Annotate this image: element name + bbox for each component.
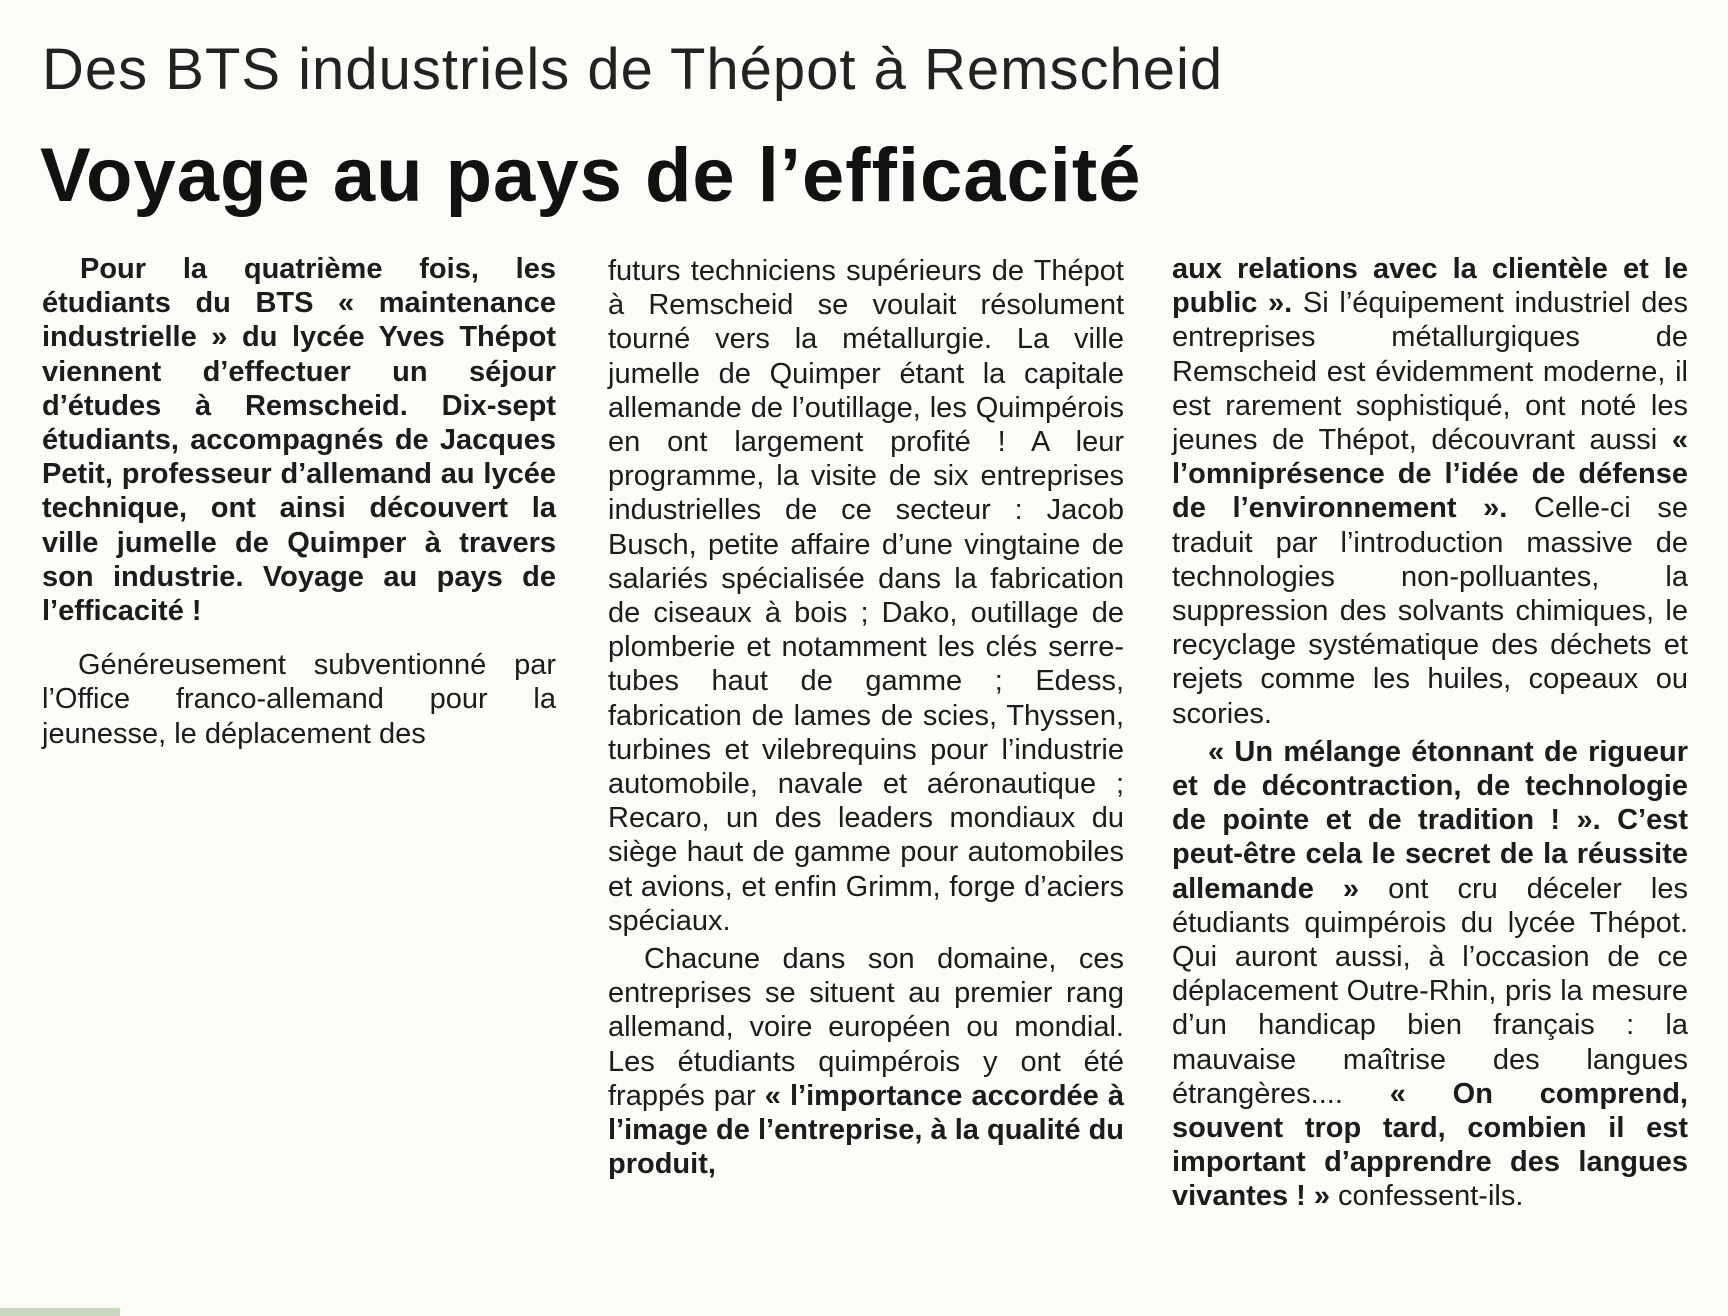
body-paragraph: [608, 942, 1124, 1181]
quote-text: aux relations avec la clientèle et le public ».: [1172, 253, 1688, 320]
body-text: confessent-ils.: [1329, 1180, 1524, 1213]
quote-text: « l’omniprésence de l’idée de défense de l’environnement ».: [1172, 424, 1688, 525]
article-column-3: [1172, 252, 1688, 1214]
scan-smudge: [0, 1308, 120, 1316]
article-kicker: Des BTS industriels de Thépot à Remscheid: [42, 37, 1224, 102]
body-text: Chacune dans son domaine, ces entreprises se situent au premier rang allemand, voire européen ou mondial. Les étudiants quimpérois y ont été frappés par: [608, 943, 1124, 1112]
body-paragraph: Généreusement subventionné par l’Office franco-allemand pour la jeunesse, le déplacement des: [42, 649, 556, 750]
article-headline: Voyage au pays de l’efficacité: [40, 133, 1142, 218]
article-column-1: [42, 252, 556, 751]
body-text: Celle-ci se traduit par l’introduction massive de technologies non-polluantes, la suppression des solvants chimiques, le recyclage systématique des déchets et rejets comme les huiles, copeaux ou scories.: [1172, 492, 1688, 730]
body-text: Si l’équipement industriel des entreprises métallurgiques de Remscheid est évidemment moderne, il est rarement sophistiqué, ont noté les jeunes de Thépot, découvrant aussi: [1172, 287, 1688, 457]
body-paragraph: [1172, 252, 1688, 731]
lead-paragraph: Pour la quatrième fois, les étudiants du BTS « maintenance industrielle » du lycée Yves Thépot viennent d’effectuer un séjour d’études à Remscheid. Dix-sept étudiants, accompagnés de Jacques Petit, professeur d’allemand au lycée technique, ont ainsi découvert la ville jumelle de Quimper à travers son industrie. Voyage au pays de l’efficacité !: [42, 253, 556, 628]
body-paragraph: futurs techniciens supérieurs de Thépot à Remscheid se voulait résolument tourné vers la métallurgie. La ville jumelle de Quimper étant la capitale allemande de l’outillage, les Quimpérois en ont largement profité ! A leur programme, la visite de six entreprises industrielles de ce secteur : Jacob Busch, petite affaire d’une vingtaine de salariés spécialisée dans la fabrication de ciseaux à bois ; Dako, outillage de plomberie et notamment les clés serre-tubes haut de gamme ; Edess, fabrication de lames de scies, Thyssen, turbines et vilebrequins pour l’industrie automobile, navale et aéronautique ; Recaro, un des leaders mondiaux du siège haut de gamme pour automobiles et avions, et enfin Grimm, forge d’aciers spéciaux.: [608, 255, 1124, 937]
body-text: ont cru déceler les étudiants quimpérois du lycée Thépot. Qui auront aussi, à l’occasion de ce déplacement Outre-Rhin, pris la mesure d’un handicap bien français : la mauvaise maîtrise des langues étrangères....: [1172, 872, 1689, 1110]
article-column-2: [608, 254, 1124, 1181]
quote-text: « l’importance accordée à l’image de l’entreprise, à la qualité du produit,: [608, 1079, 1124, 1181]
body-paragraph: [1172, 735, 1688, 1214]
quote-text: « On comprend, souvent trop tard, combien il est important d’apprendre des langues vivantes ! »: [1172, 1077, 1688, 1213]
quote-text: « Un mélange étonnant de rigueur et de décontraction, de technologie de pointe et de tradition ! ». C’est peut-être cela le secret de la réussite allemande »: [1172, 735, 1688, 905]
